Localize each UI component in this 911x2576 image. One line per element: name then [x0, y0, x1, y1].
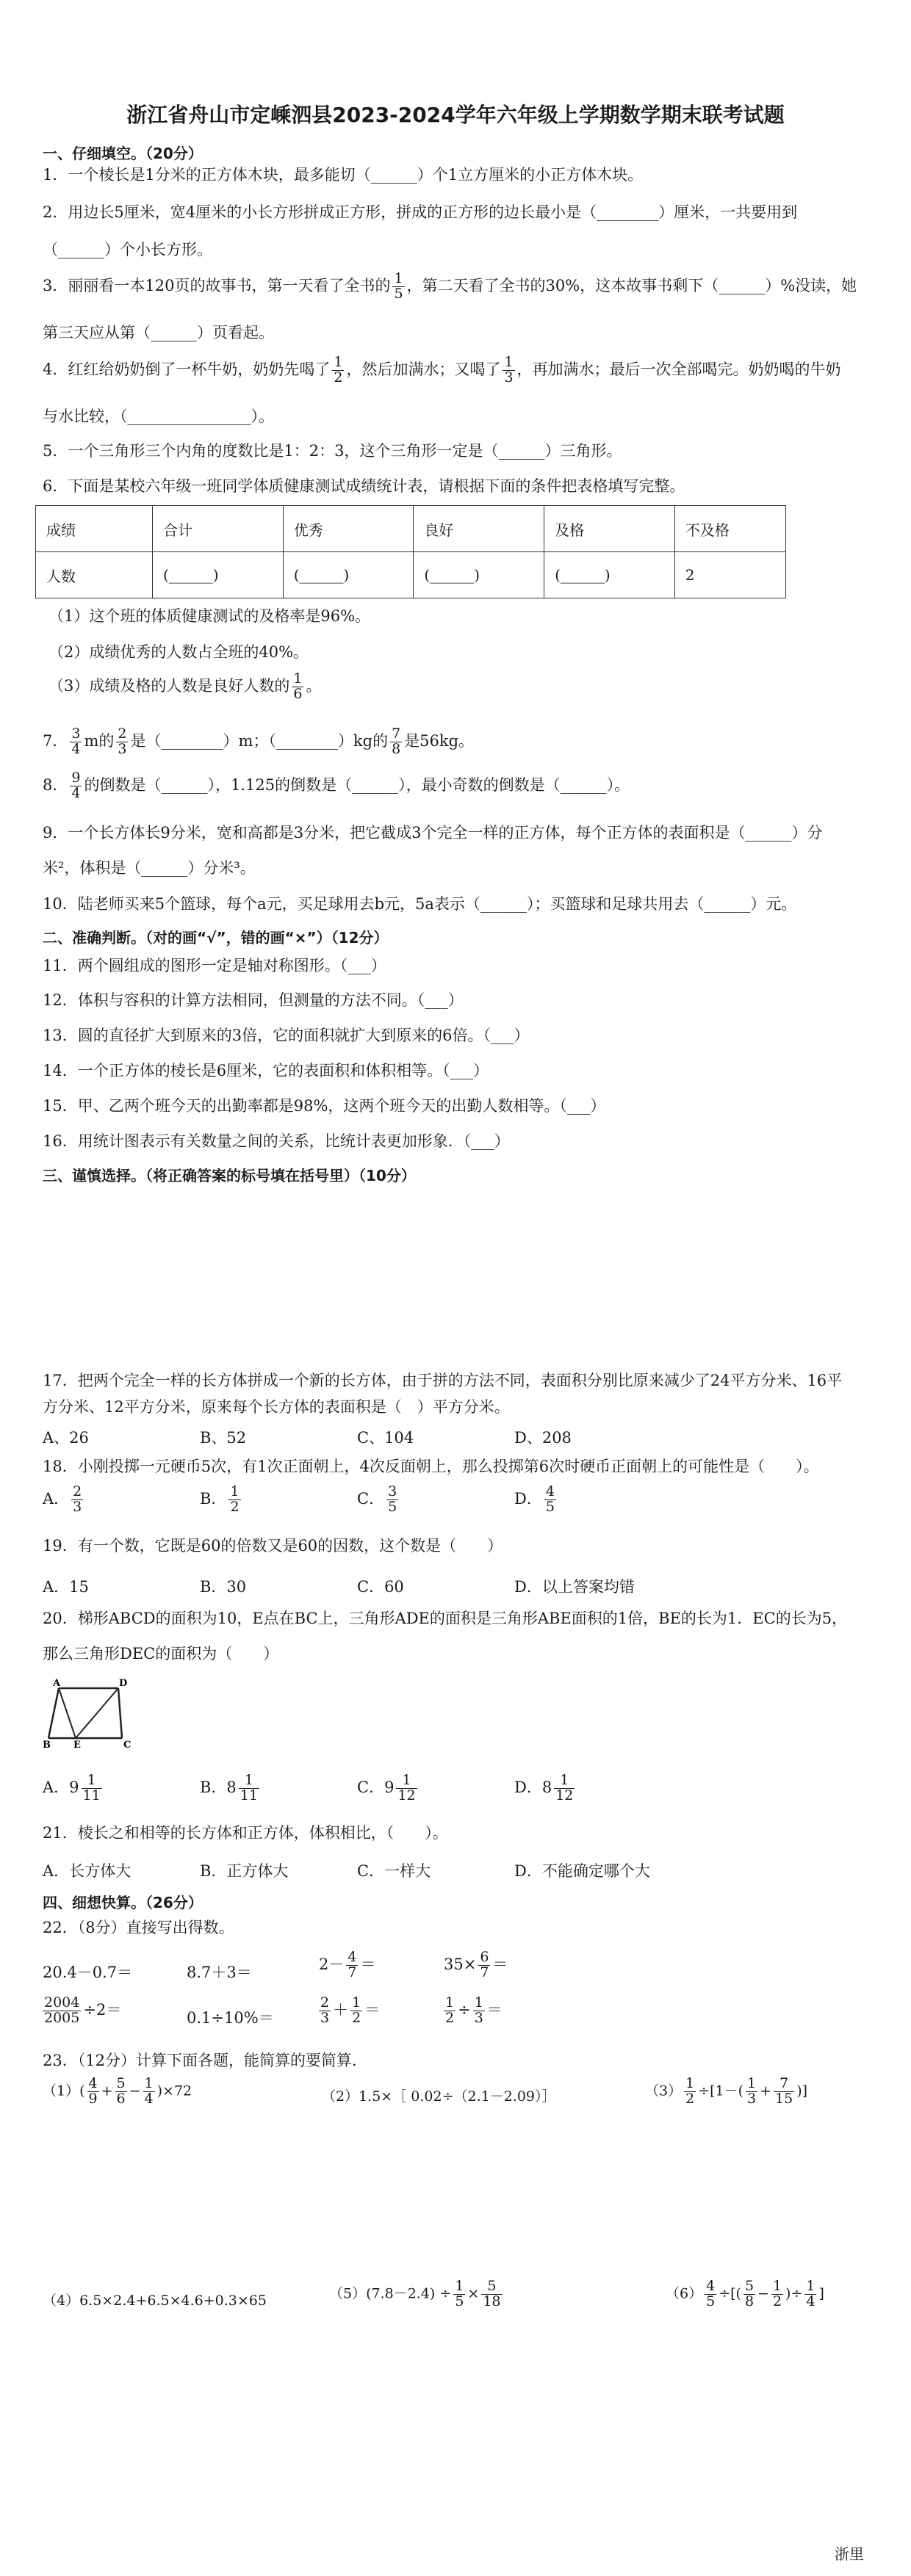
q20-option-d: D．8 $\frac{1}{12}$ [514, 1772, 574, 1803]
page-title: 浙江省舟山市定嵊泗县2023-2024学年六年级上学期数学期末联考试题 [126, 103, 785, 127]
question-18: 18．小刚投掷一元硬币5次，有1次正面朝上，4次反面朝上，那么投掷第6次时硬币正面朝上的可能性是（ ）。 [43, 1458, 819, 1475]
label-d: D [119, 1678, 128, 1689]
label-b: B [43, 1740, 51, 1748]
q18-option-c: C． $\frac{3}{5}$ [357, 1483, 397, 1515]
question-5: 5．一个三角形三个内角的度数比是1：2：3，这个三角形一定是（______）三角形。 [43, 442, 622, 460]
question-12: 12．体积与容积的计算方法相同，但测量的方法不同。（___） [43, 991, 464, 1009]
calc-item: $\frac{2}{3}$ ＋ $\frac{1}{2}$ ＝ [320, 1994, 381, 2026]
question-4-line-2: 与水比较，（________________）。 [43, 408, 274, 425]
question-23: 23．（12分）计算下面各题，能简算的要简算． [43, 2052, 367, 2069]
calc-item: 2－ $\frac{4}{7}$ ＝ [319, 1949, 376, 1980]
question-14: 14．一个正方体的棱长是6厘米，它的表面积和体积相等。（___） [43, 1062, 489, 1079]
calc-item: $\frac{2004}{2005}$ ÷2＝ [44, 1994, 122, 2026]
question-6: 6．下面是某校六年级一班同学体质健康测试成绩统计表，请根据下面的条件把表格填写完整。 [43, 477, 685, 495]
q17-option-c: C、104 [357, 1429, 414, 1447]
fraction-2-3: $\frac{2}{3}$ [118, 726, 127, 757]
section-3-heading: 三、谨慎选择。（将正确答案的标号填在括号里）（10分） [43, 1167, 416, 1184]
table-header-cell: 合计 [153, 506, 284, 552]
fraction-9-4: $\frac{9}{4}$ [71, 770, 81, 801]
q19-option-c: C．60 [357, 1578, 404, 1596]
table-cell: 人数 [36, 552, 153, 598]
question-20-line-2: 那么三角形DEC的面积为（ ） [43, 1645, 279, 1663]
calc-item: 8.7＋3＝ [187, 1964, 252, 1981]
question-7: 7． $\frac{3}{4}$ m的 $\frac{2}{3}$ 是（________）m；（________）kg的 $\frac{7}{8}$ 是56kg。 [43, 726, 475, 757]
fraction-1-3: $\frac{1}{3}$ [504, 354, 514, 386]
q17-option-a: A、26 [43, 1429, 89, 1447]
question-10: 10．陆老师买来5个篮球，每个a元，买足球用去b元，5a表示（______）；买篮球和足球共用去（______）元。 [43, 895, 797, 913]
section-2-heading: 二、准确判断。（对的画“√”，错的画“×”）（12分） [43, 929, 389, 947]
fraction-7-8: $\frac{7}{8}$ [392, 726, 401, 757]
question-9-line-2: 米²，体积是（______）分米³。 [43, 859, 256, 877]
condition-2: （2）成绩优秀的人数占全班的40%。 [48, 643, 309, 661]
question-22: 22．（8分）直接写出得数。 [43, 1919, 234, 1936]
table-cell: (______) [153, 552, 284, 598]
label-a: A [53, 1678, 61, 1689]
q18-option-b: B． $\frac{1}{2}$ [200, 1483, 240, 1515]
trapezoid-figure [43, 1678, 138, 1748]
question-11: 11．两个圆组成的图形一定是轴对称图形。（___） [43, 957, 386, 974]
table-cell: 2 [674, 552, 785, 598]
fraction-1-5: $\frac{1}{5}$ [394, 270, 403, 302]
label-c: C [123, 1740, 132, 1748]
q20-option-b: B．8 $\frac{1}{11}$ [200, 1772, 258, 1803]
question-3-line-2: 第三天应从第（______）页看起。 [43, 324, 274, 341]
table-header-cell: 优秀 [283, 506, 414, 552]
table-cell: (______) [544, 552, 675, 598]
calc-23-4: （4）6.5×2.4+6.5×4.6+0.3×65 [43, 2293, 267, 2309]
question-17-line-2: 方分米、12平方分米，原来每个长方体的表面积是（ ）平方分米。 [43, 1398, 510, 1416]
calc-item: $\frac{1}{2}$ ÷ $\frac{1}{3}$ ＝ [445, 1994, 503, 2026]
table-cell: (______) [283, 552, 414, 598]
table-header-cell: 不及格 [674, 506, 785, 552]
calc-item: 0.1÷10%＝ [187, 2009, 274, 2027]
segment-ae [59, 1688, 76, 1738]
fraction-1-2: $\frac{1}{2}$ [334, 354, 343, 386]
q21-option-b: B．正方体大 [200, 1862, 289, 1880]
q21-option-c: C．一样大 [357, 1862, 431, 1880]
footer-text: 浙里 [835, 2545, 864, 2563]
table-header-cell: 良好 [414, 506, 544, 552]
q20-option-a: A．9 $\frac{1}{11}$ [43, 1772, 101, 1803]
q20-option-c: C．9 $\frac{1}{12}$ [357, 1772, 416, 1803]
question-13: 13．圆的直径扩大到原来的3倍，它的面积就扩大到原来的6倍。（___） [43, 1027, 530, 1044]
calc-23-3: （3） $\frac{1}{2}$ ÷[1－( $\frac{1}{3}$ + $\frac{7}{15}$ )] [645, 2075, 808, 2107]
q21-option-d: D．不能确定哪个大 [514, 1862, 650, 1880]
table-header-cell: 及格 [544, 506, 675, 552]
calc-23-2: （2）1.5×［ 0.02÷（2.1－2.09）］ [322, 2088, 556, 2105]
q21-option-a: A．长方体大 [43, 1862, 132, 1880]
question-21: 21．棱长之和相等的长方体和正方体，体积相比，（ ）。 [43, 1824, 448, 1842]
fraction-1-6: $\frac{1}{6}$ [293, 670, 303, 702]
q19-option-b: B．30 [200, 1578, 247, 1596]
table-header-cell: 成绩 [36, 506, 153, 552]
question-2-line-1: 2．用边长5厘米，宽4厘米的小长方形拼成正方形，拼成的正方形的边长最小是（________）厘米，一共要用到 [43, 203, 798, 221]
q17-option-b: B、52 [200, 1429, 247, 1447]
question-15: 15．甲、乙两个班今天的出勤率都是98%，这两个班今天的出勤人数相等。（___） [43, 1097, 606, 1115]
question-4-line-1: 4．红红给奶奶倒了一杯牛奶，奶奶先喝了 $\frac{1}{2}$ ，然后加满水；又喝了 $\frac{1}{3}$ ，再加满水；最后一次全部喝完。奶奶喝的牛奶 [43, 354, 841, 386]
calc-23-6: （6） $\frac{4}{5}$ ÷[( $\frac{5}{8}$ − $\frac{1}{2}$ )÷ $\frac{1}{4}$ ] [666, 2278, 824, 2309]
calc-item: 20.4－0.7＝ [43, 1964, 133, 1981]
label-e: E [73, 1740, 81, 1748]
table-header-row [36, 506, 786, 552]
fraction-3-4: $\frac{3}{4}$ [71, 726, 81, 757]
edge-dc [118, 1688, 122, 1738]
section-4-heading: 四、细想快算。（26分） [43, 1894, 203, 1911]
question-2-line-2: （______）个小长方形。 [43, 241, 212, 258]
question-17-line-1: 17．把两个完全一样的长方体拼成一个新的长方体，由于拼的方法不同，表面积分别比原来减少了24平方分米、16平 [43, 1372, 843, 1389]
calc-item: 35× $\frac{6}{7}$ ＝ [444, 1949, 508, 1980]
condition-3: （3）成绩及格的人数是良好人数的 $\frac{1}{6}$ 。 [48, 670, 322, 702]
question-19: 19．有一个数，它既是60的倍数又是60的因数，这个数是（ ） [43, 1537, 503, 1555]
calc-23-1: （1）( $\frac{4}{9}$ + $\frac{5}{6}$ − $\frac{1}{4}$ )×72 [43, 2075, 192, 2107]
question-3-line-1: 3．丽丽看一本120页的故事书，第一天看了全书的 $\frac{1}{5}$ ，第二天看了全书的30%，这本故事书剩下（______）%没读，她 [43, 270, 857, 302]
edge-ab [48, 1688, 59, 1738]
section-1-heading: 一、仔细填空。（20分） [43, 145, 203, 162]
condition-1: （1）这个班的体质健康测试的及格率是96%。 [48, 607, 371, 625]
question-20-line-1: 20．梯形ABCD的面积为10，E点在BC上，三角形ADE的面积是三角形ABE面积的1倍，BE的长为1．EC的长为5， [43, 1610, 848, 1627]
calc-23-5: （5）(7.8－2.4) ÷ $\frac{1}{5}$ × $\frac{5}{18}$ [329, 2278, 501, 2309]
table-cell: (______) [414, 552, 544, 598]
question-16: 16．用统计图表示有关数量之间的关系，比统计表更加形象．（___） [43, 1132, 510, 1150]
q19-option-d: D．以上答案均错 [514, 1578, 635, 1596]
question-8: 8． $\frac{9}{4}$ 的倒数是（______），1.125的倒数是（______），最小奇数的倒数是（______）。 [43, 770, 630, 801]
q18-option-a: A． $\frac{2}{3}$ [43, 1483, 82, 1515]
table-row [36, 552, 786, 598]
q19-option-a: A．15 [43, 1578, 89, 1596]
question-9-line-1: 9．一个长方体长9分米，宽和高都是3分米，把它截成3个完全一样的正方体，每个正方体的表面积是（______）分 [43, 824, 823, 842]
segment-de [76, 1688, 118, 1738]
question-1: 1．一个棱长是1分米的正方体木块，最多能切（______）个1立方厘米的小正方体木块。 [43, 166, 644, 184]
q17-option-d: D、208 [514, 1429, 572, 1447]
q18-option-d: D． $\frac{4}{5}$ [514, 1483, 555, 1515]
health-stats-table [35, 505, 786, 598]
